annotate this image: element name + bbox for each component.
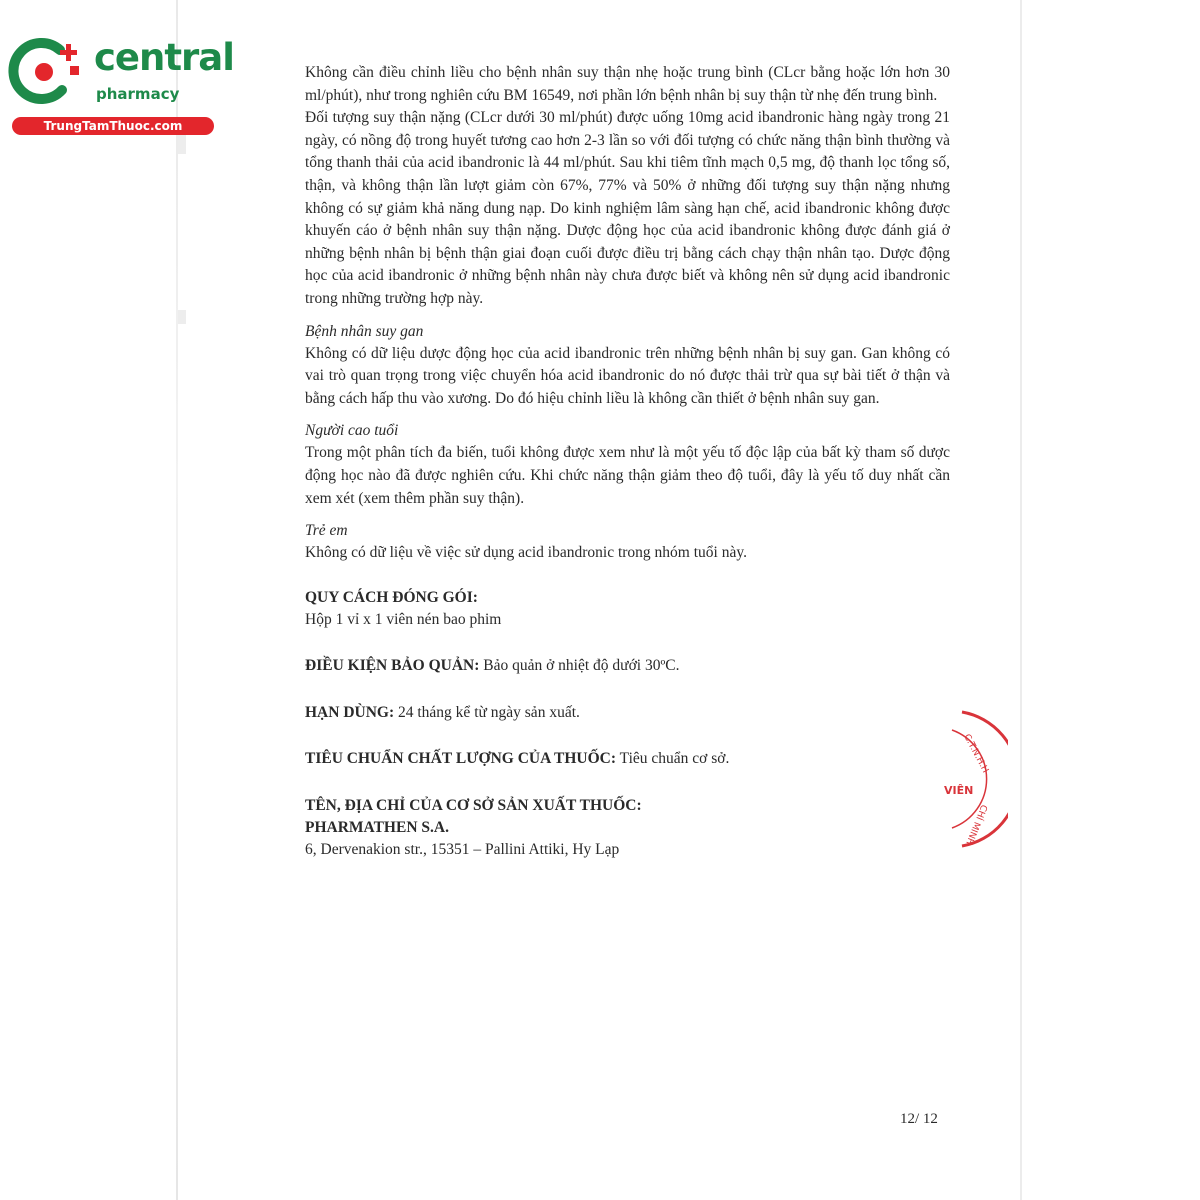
document-body [305,62,950,862]
manufacturer-name: PHARMATHEN S.A. [305,819,449,837]
scan-right-edge [1020,0,1022,1200]
storage-text: Bảo quản ở nhiệt độ dưới 30ºC. [483,657,680,675]
children-subheading: Trẻ em [305,522,348,540]
storage-label: ĐIỀU KIỆN BẢO QUẢN: [305,657,480,675]
pharmacy-logo-icon [8,36,92,106]
quality-line [305,748,950,771]
spacer [305,724,950,748]
spacer [305,678,950,702]
company-stamp [938,708,1008,850]
storage-line [305,655,950,678]
scan-left-edge [176,0,178,1200]
stamp-mid-text: VIÊN [944,784,974,797]
shelf-life-line [305,702,950,725]
stamp-top-text: C.T.N.H.H [961,732,991,775]
packaging-heading: QUY CÁCH ĐÓNG GÓI: [305,588,478,606]
hepatic-subheading: Bệnh nhân suy gan [305,322,424,340]
renal-paragraph-1: Không cần điều chỉnh liều cho bệnh nhân suy thận nhẹ hoặc trung bình (CLcr bằng hoặc lớn hơn 30 ml/phút), như trong nghiên cứu BM 16549, nơi phần lớn bệnh nhân bị suy thận từ nhẹ đến trung bình. [305,64,950,104]
logo-brand-sub: pharmacy [96,85,180,103]
spacer [305,410,950,420]
scan-mark [178,310,186,324]
quality-label: TIÊU CHUẨN CHẤT LƯỢNG CỦA THUỐC: [305,750,617,768]
manufacturer-heading: TÊN, ĐỊA CHỈ CỦA CƠ SỞ SẢN XUẤT THUỐC: [305,797,642,815]
shelf-life-label: HẠN DÙNG: [305,703,395,721]
central-pharmacy-logo[interactable] [8,34,234,138]
stamp-bottom-text: CHÍ MINH [963,802,989,847]
logo-url-badge[interactable]: TrungTamThuoc.com [12,117,214,135]
spacer [305,631,950,655]
manufacturer-address: 6, Dervenakion str., 15351 – Pallini Attiki, Hy Lạp [305,841,620,859]
children-paragraph: Không có dữ liệu về việc sử dụng acid ibandronic trong nhóm tuổi này. [305,544,747,562]
spacer [305,311,950,321]
logo-brand-name: central [94,36,234,79]
elderly-paragraph: Trong một phân tích đa biến, tuổi không được xem như là một yếu tố độc lập của bất kỳ tham số dược động học nào đã được nghiên cứu. Khi chức năng thận giảm theo độ tuổi, đây là yếu tố duy nhất cần xem xét (xem thêm phần suy thận). [305,444,950,507]
shelf-life-text: 24 tháng kể từ ngày sản xuất. [398,703,580,721]
quality-text: Tiêu chuẩn cơ sở. [619,750,730,768]
spacer [305,771,950,795]
page-number: 12/ 12 [900,1111,938,1127]
elderly-subheading: Người cao tuổi [305,422,399,440]
hepatic-paragraph: Không có dữ liệu dược động học của acid ibandronic trên những bệnh nhân bị suy gan. Gan không có vai trò quan trọng trong việc chuyển hóa acid ibandronic do nó được thải trừ qua sự bài tiết ở thận và bằng cách hấp thu vào xương. Do đó hiệu chỉnh liều là không cần thiết ở bệnh nhân suy gan. [305,344,950,407]
renal-paragraph-2: Đối tượng suy thận nặng (CLcr dưới 30 ml/phút) được uống 10mg acid ibandronic hàng ngày trong 21 ngày, có nồng độ trong huyết tương cao hơn 2-3 lần so với đối tượng có chức năng thận bình thường và tổng thanh thải của acid ibandronic là 44 ml/phút. Sau khi tiêm tĩnh mạch 0,5 mg, độ thanh lọc tổng số, thận, và không thận lần lượt giảm còn 67%, 77% và 50% ở những đối tượng suy thận nặng nhưng không có sự giảm khả năng dung nạp. Do kinh nghiệm lâm sàng hạn chế, acid ibandronic không được khuyến cáo ở bệnh nhân suy thận nặng. Dược động học của acid ibandronic không được đánh giá ở những bệnh nhân bị bệnh thận giai đoạn cuối được điều trị bằng cách chạy thận nhân tạo. Dược động học của acid ibandronic ở những bệnh nhân này chưa được biết và không nên sử dụng acid ibandronic trong những trường hợp này. [305,109,950,307]
spacer [305,510,950,520]
packaging-text: Hộp 1 vỉ x 1 viên nén bao phim [305,610,502,628]
spacer [305,565,950,587]
